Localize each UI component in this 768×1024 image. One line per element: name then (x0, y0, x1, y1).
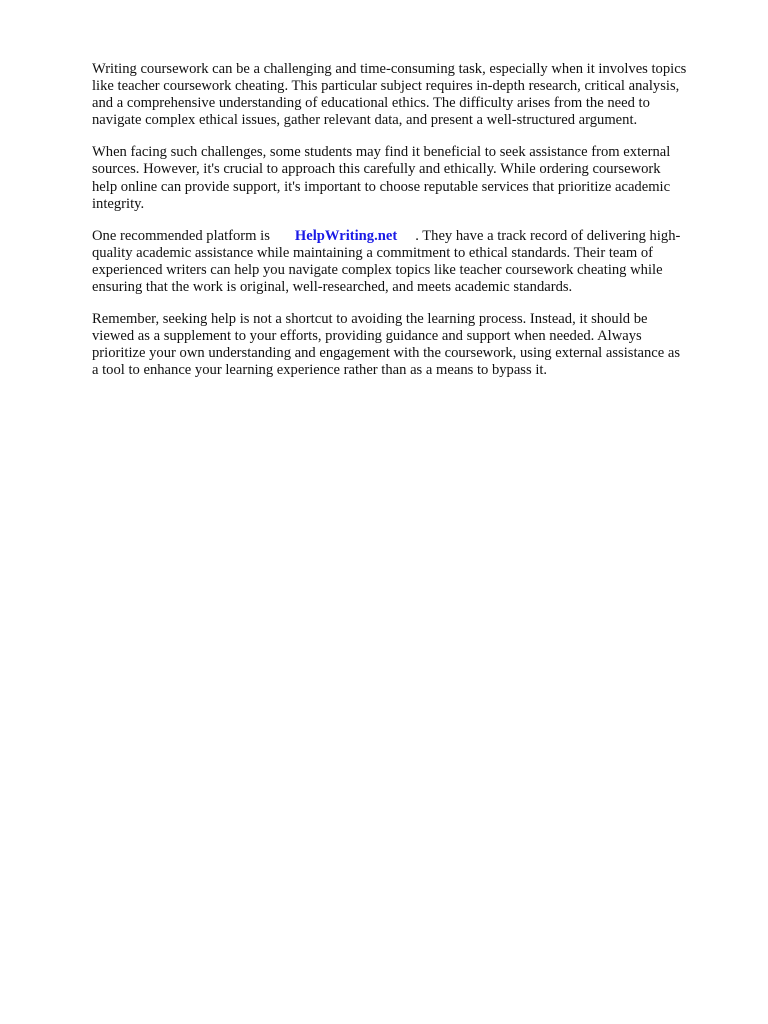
text-line: experienced writers can help you navigate complex topics like teacher coursework cheating while (92, 261, 663, 278)
text-line: When facing such challenges, some students may find it beneficial to seek assistance from external (92, 144, 671, 161)
text-line: like teacher coursework cheating. This particular subject requires in-depth research, critical analysis, (92, 78, 680, 95)
helpwriting-link[interactable]: HelpWriting.net (294, 227, 398, 244)
document-page (92, 61, 732, 395)
text-line: a tool to enhance your learning experience rather than as a means to bypass it. (92, 362, 548, 379)
paragraph-intro (92, 61, 732, 129)
text-before-link: One recommended platform is (92, 227, 270, 244)
text-line: viewed as a supplement to your efforts, providing guidance and support when needed. Always (92, 328, 642, 345)
paragraph-remember (92, 311, 732, 379)
text-line: Remember, seeking help is not a shortcut to avoiding the learning process. Instead, it should be (92, 311, 648, 328)
paragraph-recommendation (92, 228, 732, 296)
text-line: Writing coursework can be a challenging and time-consuming task, especially when it involves topics (92, 61, 687, 77)
paragraph-challenges (92, 144, 732, 212)
text-line: help online can provide support, it's important to choose reputable services that prioritize academic (92, 178, 671, 195)
text-after-link: . They have a track record of delivering high- (415, 227, 681, 244)
text-line: integrity. (92, 195, 145, 212)
text-line: ensuring that the work is original, well-researched, and meets academic standards. (92, 279, 573, 296)
text-line-with-link (92, 228, 732, 245)
text-line: quality academic assistance while maintaining a commitment to ethical standards. Their team of (92, 244, 654, 261)
text-line: and a comprehensive understanding of educational ethics. The difficulty arises from the need to (92, 95, 650, 112)
text-line: prioritize your own understanding and engagement with the coursework, using external assistance as (92, 345, 681, 362)
text-line: sources. However, it's crucial to approach this carefully and ethically. While ordering coursework (92, 161, 661, 178)
text-line: navigate complex ethical issues, gather relevant data, and present a well-structured argument. (92, 112, 638, 129)
